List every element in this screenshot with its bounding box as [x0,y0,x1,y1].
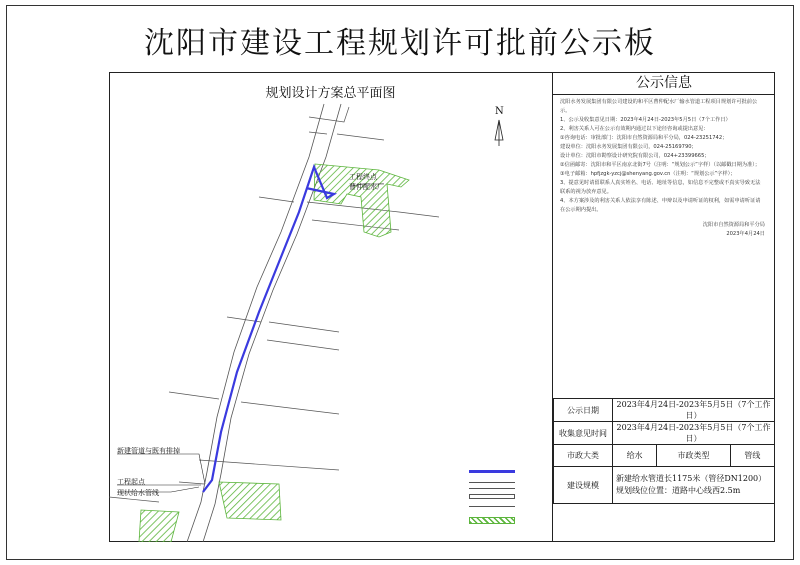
legend-line [469,506,515,507]
notice-paragraph: 建设单位：沈阳水务发展集团有限公司，024-25169790； [560,144,697,150]
type-value: 给水 [613,445,657,467]
north-label: N [495,106,504,117]
notice-signature: 沈阳市自然资源局和平分局 [702,222,765,228]
notice-paragraph: 设计单位：沈阳市勘察设计研究院有限公司，024+23399665； [560,153,710,159]
public-date-label: 公示日期 [554,399,613,422]
notice-paragraph: ①咨询电话：审批部门：沈阳市自然资源局和平分局，024-23251742； [560,135,728,141]
scale-line-2: 规划线位位置：道路中心线西2.5m [616,486,741,495]
notice-paragraph: 3、提意见时请留联系人真实姓名、电话、地址等信息，如信息不完整或不真实导致无法联系的视为放弃意见。 [560,180,761,195]
legend-green [469,517,515,524]
feedback-value: 2023年4月24日-2023年5月5日（7个工作日） [613,422,775,445]
north-arrow-icon [495,120,503,146]
notice-paragraph: ②信函邮寄：沈阳市和平区南京北街7号（注明：“规划公示”字样）（以邮戳日期为准）； [560,162,761,168]
legend-boundary [469,494,515,499]
feedback-label: 收集意见时间 [554,422,613,445]
cross-streets [109,107,439,502]
label-plant: 曹仲配水厂 [349,183,384,191]
notice-paragraph: 2、利害关系人可在公示有效期内通过以下途径咨询或提出意见： [560,126,709,132]
legend-road [469,482,515,489]
label-existing-pipe: 现状给水管线 [117,489,159,497]
subtype-value: 管线 [730,445,774,467]
label-connect: 新建管道与既有排掉 [117,447,180,455]
scale-value [613,467,775,504]
scale-line-1: 新建给水管道长1175米（管径DN1200） [616,474,767,483]
type-label: 市政大类 [554,445,613,467]
subtype-label: 市政类型 [657,445,731,467]
notice-paragraph: 沈阳水务发展集团有限公司建设的和平区曹仲配水厂输水管道工程项目规划许可批前公示。 [560,99,758,114]
board-title: 沈阳市建设工程规划许可批前公示板 [144,26,656,61]
notice-paragraph: 1、公示及收集意见日期：2023年4月24日-2023年5月5日（7个工作日） [560,117,731,123]
public-date-value: 2023年4月24日-2023年5月5日（7个工作日） [613,399,775,422]
legend [463,460,552,542]
notice-title: 公示信息 [553,72,775,95]
legend-pipe [469,470,515,473]
notice-date: 2023年4月24日 [726,231,765,237]
notice-paragraph: 4、本方案涉及的利害关系人依法享有陈述、申辩以及申请听证的权利，如需申请听证请在公示期内提出。 [560,198,761,213]
label-project-end: 工程终点 [349,173,377,181]
notice-body [560,98,765,239]
info-table [553,398,775,504]
notice-paragraph: ③电子邮箱：hpfjzgk-yzcj@shenyang.gov.cn（注明：“规划公示”字样）； [560,171,736,177]
scale-label: 建设规模 [554,467,613,504]
new-water-pipe [203,167,334,492]
label-project-start: 工程起点 [117,478,145,486]
map-title: 规划设计方案总平面图 [265,86,396,101]
